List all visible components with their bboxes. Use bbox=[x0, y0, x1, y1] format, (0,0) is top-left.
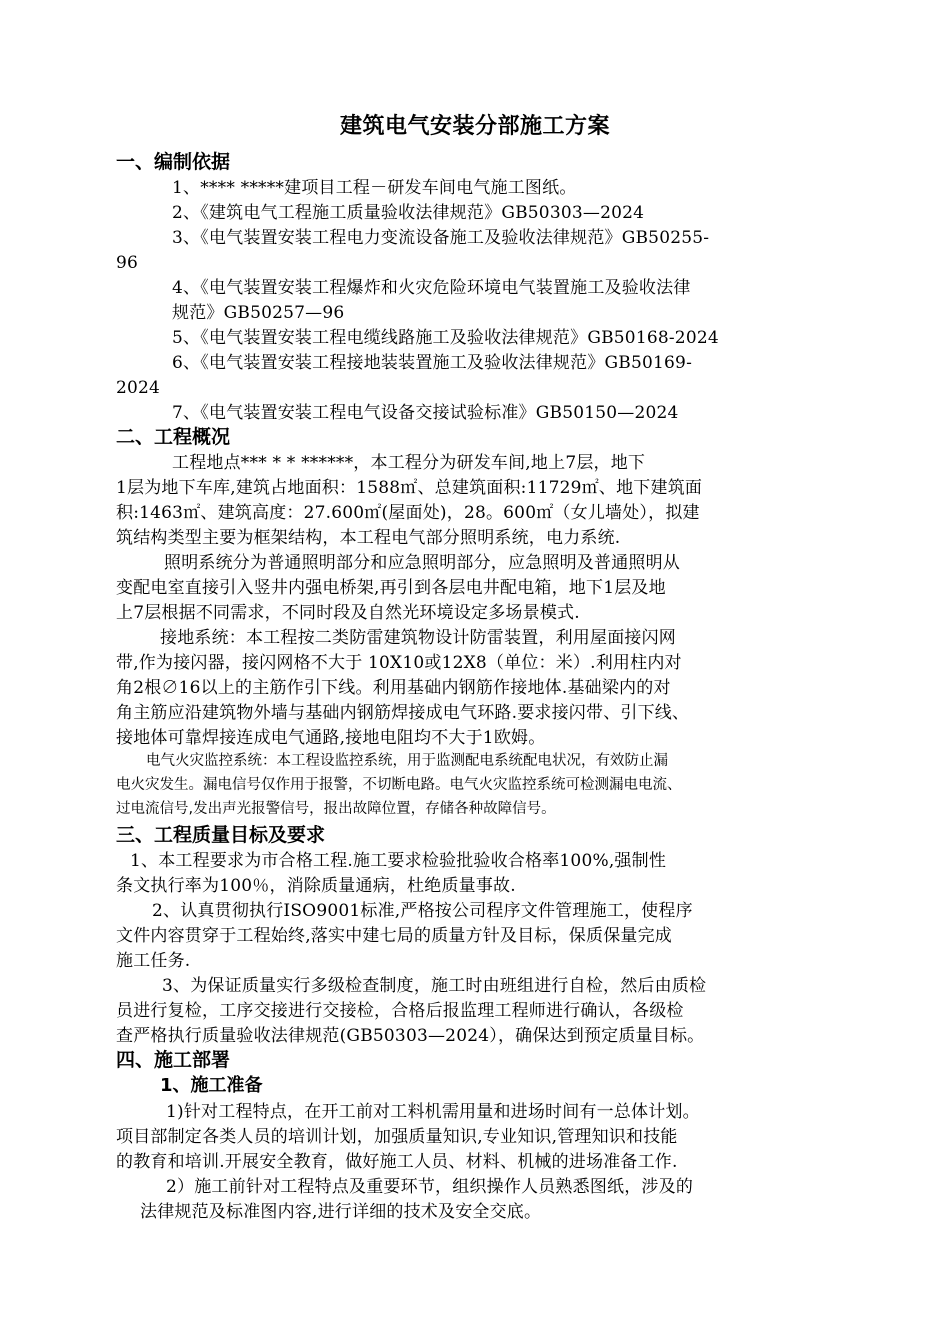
basis-line: 2、《建筑电气工程施工质量验收法律规范》GB50303—2024 bbox=[172, 203, 645, 223]
basis-line: 1、**** *****建项目工程－研发车间电气施工图纸。 bbox=[172, 178, 577, 198]
subsection-heading-preparation: 1、施工准备 bbox=[160, 1075, 263, 1096]
basis-line: 4、《电气装置安装工程爆炸和火灾危险环境电气装置施工及验收法律 bbox=[172, 278, 691, 298]
basis-line: 2024 bbox=[116, 378, 161, 398]
preparation-line: 1)针对工程特点，在开工前对工料机需用量和进场时间有一总体计划。 bbox=[166, 1102, 700, 1122]
overview-line: 带,作为接闪器，接闪网格不大于 10X10或12X8（单位：米）.利用柱内对 bbox=[116, 653, 682, 673]
preparation-line: 法律规范及标准图内容,进行详细的技术及安全交底。 bbox=[140, 1202, 542, 1222]
fire-monitor-line: 电火灾发生。漏电信号仅作用于报警，不切断电路。电气火灾监控系统可检测漏电电流、 bbox=[116, 777, 682, 793]
quality-line: 条文执行率为100％，消除质量通病，杜绝质量事故. bbox=[116, 876, 516, 896]
preparation-line: 项目部制定各类人员的培训计划，加强质量知识,专业知识,管理知识和技能 bbox=[116, 1127, 678, 1147]
preparation-line: 的教育和培训.开展安全教育，做好施工人员、材料、机械的进场准备工作. bbox=[116, 1152, 678, 1172]
basis-line: 96 bbox=[116, 253, 139, 273]
overview-line: 1层为地下车库,建筑占地面积：1588㎡、总建筑面积:11729㎡、地下建筑面 bbox=[116, 478, 703, 498]
overview-line: 接地系统：本工程按二类防雷建筑物设计防雷装置，利用屋面接闪网 bbox=[160, 628, 676, 648]
quality-line: 1、本工程要求为市合格工程.施工要求检验批验收合格率100%,强制性 bbox=[130, 851, 667, 871]
section-heading-deployment: 四、施工部署 bbox=[116, 1049, 231, 1071]
overview-line: 变配电室直接引入竖井内强电桥架,再引到各层电井配电箱，地下1层及地 bbox=[116, 578, 666, 598]
section-heading-quality: 三、工程质量目标及要求 bbox=[116, 824, 326, 846]
quality-line: 查严格执行质量验收法律规范(GB50303—2024），确保达到预定质量目标。 bbox=[116, 1026, 705, 1046]
overview-line: 工程地点*** * * ******，本工程分为研发车间,地上7层，地下 bbox=[172, 453, 646, 473]
overview-line: 角主筋应沿建筑物外墙与基础内钢筋焊接成电气环路.要求接闪带、引下线、 bbox=[116, 703, 690, 723]
section-heading-basis: 一、编制依据 bbox=[116, 151, 231, 173]
fire-monitor-line: 电气火灾监控系统：本工程设监控系统，用于监测配电系统配电状况，有效防止漏 bbox=[146, 753, 668, 769]
overview-line: 角2根∅16以上的主筋作引下线。利用基础内钢筋作接地体.基础梁内的对 bbox=[116, 678, 671, 698]
overview-line: 照明系统分为普通照明部分和应急照明部分，应急照明及普通照明从 bbox=[164, 553, 680, 573]
section-heading-overview: 二、工程概况 bbox=[116, 426, 231, 448]
basis-line: 规范》GB50257—96 bbox=[172, 303, 345, 323]
quality-line: 施工任务. bbox=[116, 951, 191, 971]
basis-line: 6、《电气装置安装工程接地装装置施工及验收法律规范》GB50169- bbox=[172, 353, 693, 373]
quality-line: 员进行复检，工序交接进行交接检，合格后报监理工程师进行确认，各级检 bbox=[116, 1001, 684, 1021]
preparation-line: 2）施工前针对工程特点及重要环节，组织操作人员熟悉图纸，涉及的 bbox=[166, 1177, 694, 1197]
overview-line: 上7层根据不同需求，不同时段及自然光环境设定多场景模式. bbox=[116, 603, 580, 623]
quality-line: 3、为保证质量实行多级检查制度，施工时由班组进行自检，然后由质检 bbox=[162, 976, 707, 996]
overview-line: 筑结构类型主要为框架结构，本工程电气部分照明系统，电力系统. bbox=[116, 528, 621, 548]
quality-line: 文件内容贯穿于工程始终,落实中建七局的质量方针及目标，保质保量完成 bbox=[116, 926, 673, 946]
quality-line: 2、认真贯彻执行ISO9001标准,严格按公司程序文件管理施工，使程序 bbox=[152, 901, 693, 921]
fire-monitor-line: 过电流信号,发出声光报警信号，报出故障位置，存储各种故障信号。 bbox=[116, 801, 556, 817]
overview-line: 积:1463㎡、建筑高度：27.600㎡(屋面处)，28。600㎡（女儿墙处），拟建 bbox=[116, 503, 700, 523]
basis-line: 5、《电气装置安装工程电缆线路施工及验收法律规范》GB50168-2024 bbox=[172, 328, 719, 348]
document-title: 建筑电气安装分部施工方案 bbox=[339, 114, 610, 139]
basis-line: 3、《电气装置安装工程电力变流设备施工及验收法律规范》GB50255- bbox=[172, 228, 710, 248]
overview-line: 接地体可靠焊接连成电气通路,接地电阻均不大于1欧姆。 bbox=[116, 728, 546, 748]
basis-line: 7、《电气装置安装工程电气设备交接试验标准》GB50150—2024 bbox=[172, 403, 679, 423]
